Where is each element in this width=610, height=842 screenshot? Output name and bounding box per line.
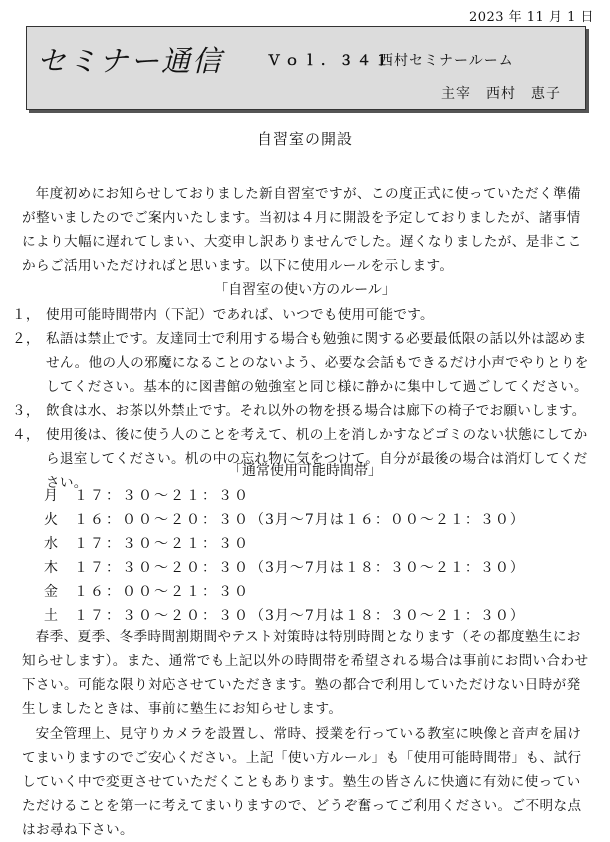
rule-number: ４， — [12, 427, 40, 443]
closing-text: 春季、夏季、冬季時間割期間やテスト対策時は特別時間となります（その都度塾生にお知らせします）。また、通常でも上記以外の時間帯を希望される場合は事前にお問い合わせ下さい。可能な限り対応させていただきます。塾の都合で利用していただけない日時が発生しましたときは、事前に塾生にお知らせします。 — [22, 629, 589, 717]
host-name: 主宰 西村 恵子 — [441, 86, 561, 102]
hours-row — [44, 508, 525, 532]
hours-note: （3月～7月は１８：３０～２１：３０） — [250, 560, 525, 576]
newsletter-title: セミナー通信 — [37, 44, 224, 78]
hours-day: 水 — [44, 536, 59, 552]
intro-text: 年度初めにお知らせしておりました新自習室ですが、この度正式に使っていただく準備が整いましたのでご案内いたします。当初は４月に開設を予定しておりましたが、諸事情により大幅に遅れてしまい、大変申し訳ありませんでした。遅くなりましたが、是非ここからご活用いただければと思います。以下に使用ルールを示します。 — [22, 186, 582, 274]
rules-heading: 「自習室の使い方のルール」 — [214, 282, 396, 298]
hours-day: 金 — [44, 584, 59, 600]
hours-day: 木 — [44, 560, 59, 576]
rule-text: 飲食は水、お茶以外禁止です。それ以外の物を摂る場合は廊下の椅子でお願いします。 — [46, 403, 586, 419]
hours-time: １７：３０～２１：３０ — [74, 536, 250, 552]
rule-text: 私語は禁止です。友達同士で利用する場合も勉強に関する必要最低限の話以外は認めません。他の人の邪魔になることのないよう、必要な会話もできるだけ小声でやりとりをしてください。基本的に図書館の勉強室と同じ様に静かに集中して過ごしてください。 — [46, 331, 589, 395]
rule-number: １， — [12, 307, 40, 323]
hours-note: （3月～7月は１８：３０～２１：３０） — [250, 608, 525, 624]
intro-paragraph — [22, 182, 592, 278]
section-title: 自習室の開設 — [256, 130, 353, 148]
closing-paragraph-1 — [22, 625, 594, 721]
hours-note: （3月～7月は１６：００～２１：３０） — [250, 512, 525, 528]
issue-date: 2023 年 11 月 1 日 — [468, 10, 594, 25]
hours-list — [44, 484, 525, 628]
rule-item — [12, 327, 592, 399]
hours-row — [44, 580, 525, 604]
rule-number: ２， — [12, 331, 40, 347]
hours-time: １７：３０～２１：３０ — [74, 488, 250, 504]
hours-day: 月 — [44, 488, 59, 504]
hours-heading: 「通常使用可能時間帯」 — [228, 463, 382, 479]
hours-row — [44, 532, 525, 556]
hours-time: １６：００～２１：３０ — [74, 584, 250, 600]
rule-number: ３， — [12, 403, 40, 419]
hours-day: 火 — [44, 512, 59, 528]
hours-time: １６：００～２０：３０ — [74, 512, 250, 528]
hours-day: 土 — [44, 608, 59, 624]
rule-item — [12, 399, 592, 423]
volume-number: Ｖｏｌ．３４１ — [267, 54, 393, 70]
hours-time: １７：３０～２０：３０ — [74, 608, 250, 624]
closing-paragraph-2 — [22, 722, 594, 842]
hours-time: １７：３０～２０：３０ — [74, 560, 250, 576]
hours-row — [44, 556, 525, 580]
rule-text: 使用後は、後に使う人のことを考えて、机の上を消しかすなどゴミのない状態にしてから退室してください。机の中の忘れ物に気をつけて。自分が最後の場合は消灯してください。 — [46, 427, 588, 491]
rule-text: 使用可能時間帯内（下記）であれば、いつでも使用可能です。 — [46, 307, 434, 323]
newsletter-masthead — [26, 26, 586, 110]
closing-text: 安全管理上、見守りカメラを設置し、常時、授業を行っている教室に映像と音声を届けてまいりますのでご安心ください。上記「使い方ルール」も「使用可能時間帯」も、試行していく中で変更させていただくこともあります。塾生の皆さんに快適に有効に使っていただけることを第一に考えてまいりますので、どうぞ奮ってご利用ください。ご不明な点はお尋ね下さい。 — [22, 726, 582, 838]
organization-name: 西村セミナールーム — [379, 53, 514, 69]
hours-row — [44, 484, 525, 508]
rule-item — [12, 303, 592, 327]
